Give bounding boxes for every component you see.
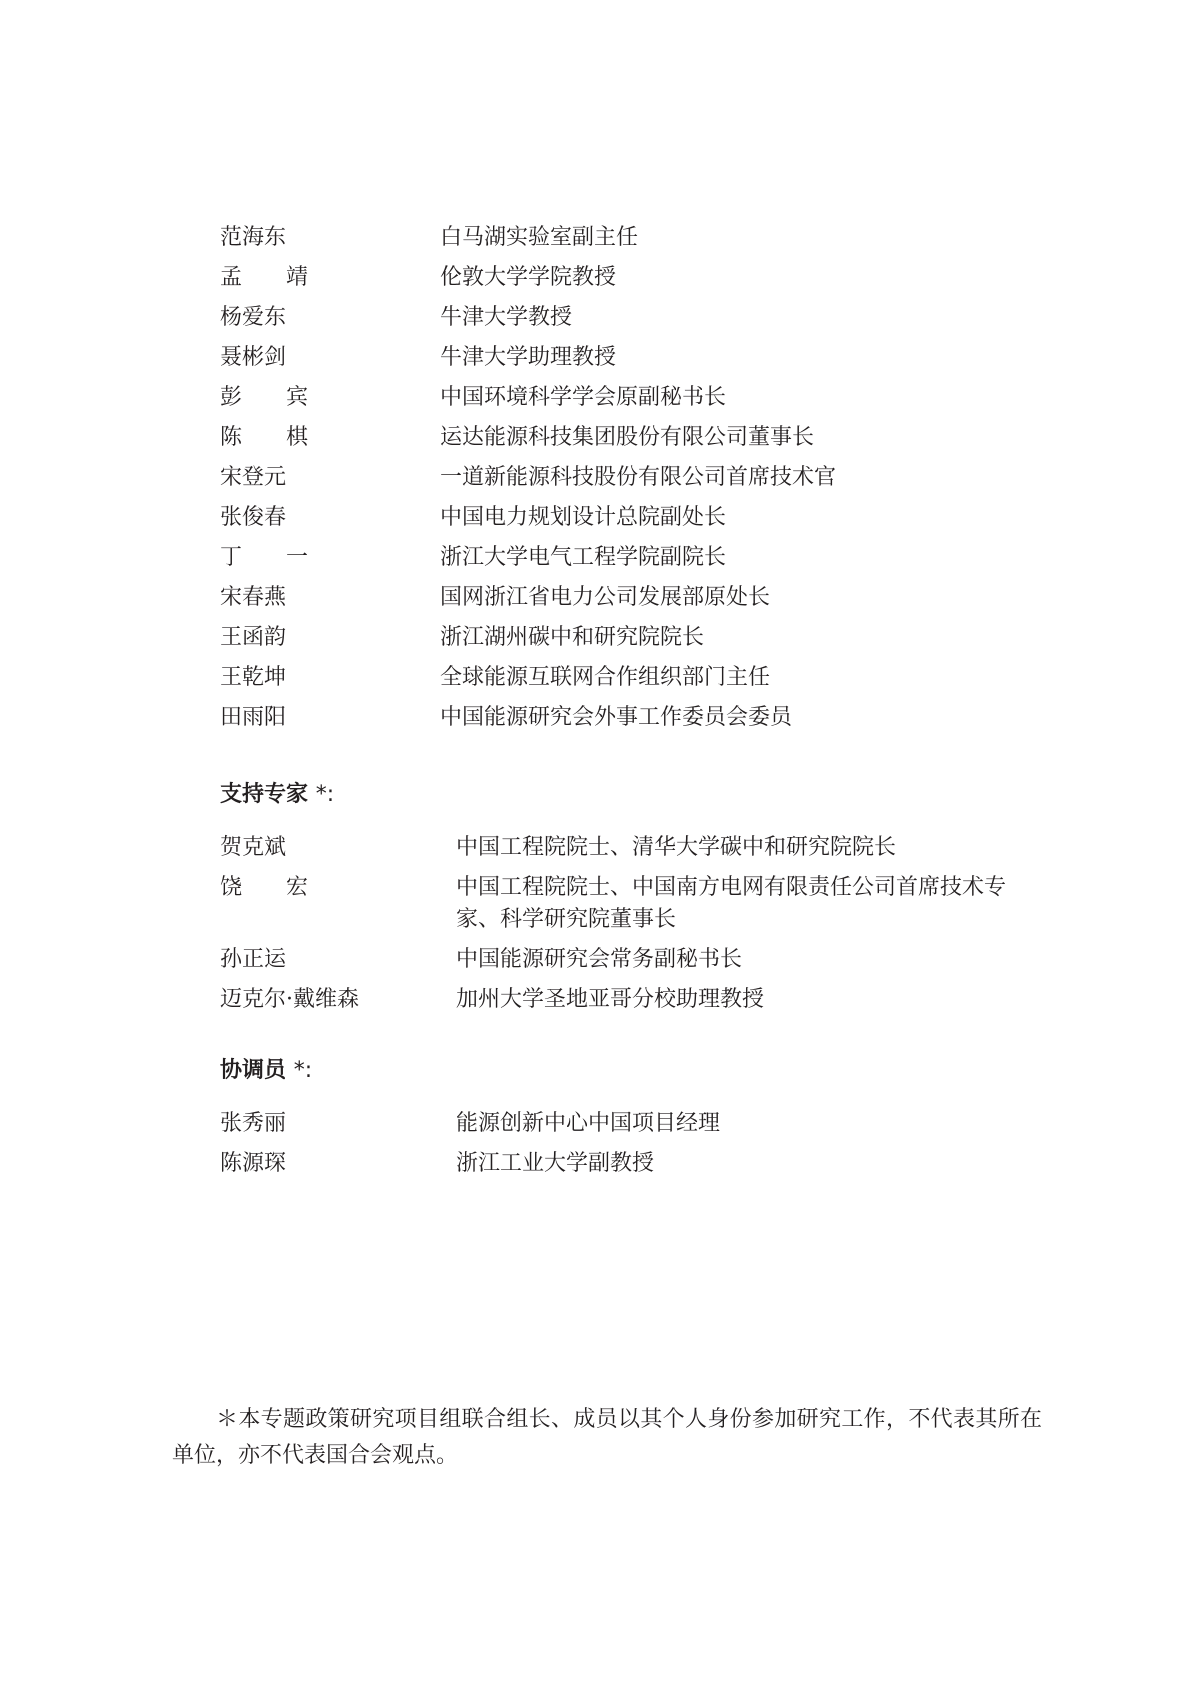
member-role: 国网浙江省电力公司发展部原处长 bbox=[440, 585, 771, 610]
list-item bbox=[220, 1144, 1020, 1184]
member-name: 彭 宾 bbox=[220, 385, 309, 410]
member-role: 全球能源互联网合作组织部门主任 bbox=[440, 665, 771, 690]
list-item bbox=[220, 940, 1060, 980]
list-item bbox=[220, 980, 1060, 1020]
expert-role: 中国工程院院士、清华大学碳中和研究院院长 bbox=[456, 835, 897, 860]
list-item bbox=[220, 498, 1020, 538]
coordinator-role: 能源创新中心中国项目经理 bbox=[456, 1111, 721, 1136]
expert-name: 孙正运 bbox=[220, 947, 287, 972]
members-list bbox=[220, 218, 1020, 738]
list-item bbox=[220, 1104, 1020, 1144]
coordinator-role: 浙江工业大学副教授 bbox=[456, 1151, 655, 1176]
member-role: 中国能源研究会外事工作委员会委员 bbox=[440, 705, 793, 730]
member-name: 陈 棋 bbox=[220, 425, 309, 450]
list-item bbox=[220, 578, 1020, 618]
coordinators-heading-text: 协调员 bbox=[220, 1058, 287, 1083]
member-role: 牛津大学教授 bbox=[440, 305, 573, 330]
list-item bbox=[220, 458, 1020, 498]
member-role: 一道新能源科技股份有限公司首席技术官 bbox=[440, 465, 837, 490]
member-role: 伦敦大学学院教授 bbox=[440, 265, 617, 290]
list-item bbox=[220, 538, 1020, 578]
member-name: 宋登元 bbox=[220, 465, 287, 490]
member-name: 田雨阳 bbox=[220, 705, 287, 730]
list-item bbox=[220, 618, 1020, 658]
member-name: 张俊春 bbox=[220, 505, 287, 530]
list-item bbox=[220, 828, 1060, 868]
list-item bbox=[220, 698, 1020, 738]
expert-name: 迈克尔·戴维森 bbox=[220, 987, 359, 1012]
member-name: 宋春燕 bbox=[220, 585, 287, 610]
experts-heading bbox=[220, 780, 334, 810]
coordinators-heading bbox=[220, 1056, 312, 1086]
expert-role: 中国能源研究会常务副秘书长 bbox=[456, 947, 743, 972]
member-name: 孟 靖 bbox=[220, 265, 309, 290]
member-name: 王乾坤 bbox=[220, 665, 287, 690]
list-item bbox=[220, 218, 1020, 258]
list-item bbox=[220, 868, 1060, 940]
member-name: 聂彬剑 bbox=[220, 345, 287, 370]
experts-heading-text: 支持专家 bbox=[220, 782, 309, 807]
coordinator-name: 陈源琛 bbox=[220, 1151, 287, 1176]
member-role: 中国环境科学学会原副秘书长 bbox=[440, 385, 727, 410]
expert-name: 饶 宏 bbox=[220, 875, 309, 900]
member-name: 杨爱东 bbox=[220, 305, 287, 330]
member-role: 运达能源科技集团股份有限公司董事长 bbox=[440, 425, 815, 450]
experts-list bbox=[220, 828, 1060, 1020]
list-item bbox=[220, 378, 1020, 418]
list-item bbox=[220, 658, 1020, 698]
expert-role: 加州大学圣地亚哥分校助理教授 bbox=[456, 987, 765, 1012]
coordinators-list bbox=[220, 1104, 1020, 1184]
list-item bbox=[220, 418, 1020, 458]
list-item bbox=[220, 258, 1020, 298]
list-item bbox=[220, 298, 1020, 338]
member-role: 浙江大学电气工程学院副院长 bbox=[440, 545, 727, 570]
member-role: 牛津大学助理教授 bbox=[440, 345, 617, 370]
member-name: 丁 一 bbox=[220, 545, 309, 570]
member-name: 王函韵 bbox=[220, 625, 287, 650]
member-role: 中国电力规划设计总院副处长 bbox=[440, 505, 727, 530]
expert-name: 贺克斌 bbox=[220, 835, 287, 860]
footnote: ＊本专题政策研究项目组联合组长、成员以其个人身份参加研究工作，不代表其所在单位，亦不代表国合会观点。 bbox=[172, 1407, 1042, 1468]
coordinators-heading-marker: *: bbox=[293, 1058, 313, 1083]
member-name: 范海东 bbox=[220, 225, 287, 250]
member-role: 白马湖实验室副主任 bbox=[440, 225, 639, 250]
member-role: 浙江湖州碳中和研究院院长 bbox=[440, 625, 705, 650]
coordinator-name: 张秀丽 bbox=[220, 1111, 287, 1136]
expert-role: 中国工程院院士、中国南方电网有限责任公司首席技术专家、科学研究院董事长 bbox=[456, 875, 1007, 932]
list-item bbox=[220, 338, 1020, 378]
experts-heading-marker: *: bbox=[315, 782, 335, 807]
